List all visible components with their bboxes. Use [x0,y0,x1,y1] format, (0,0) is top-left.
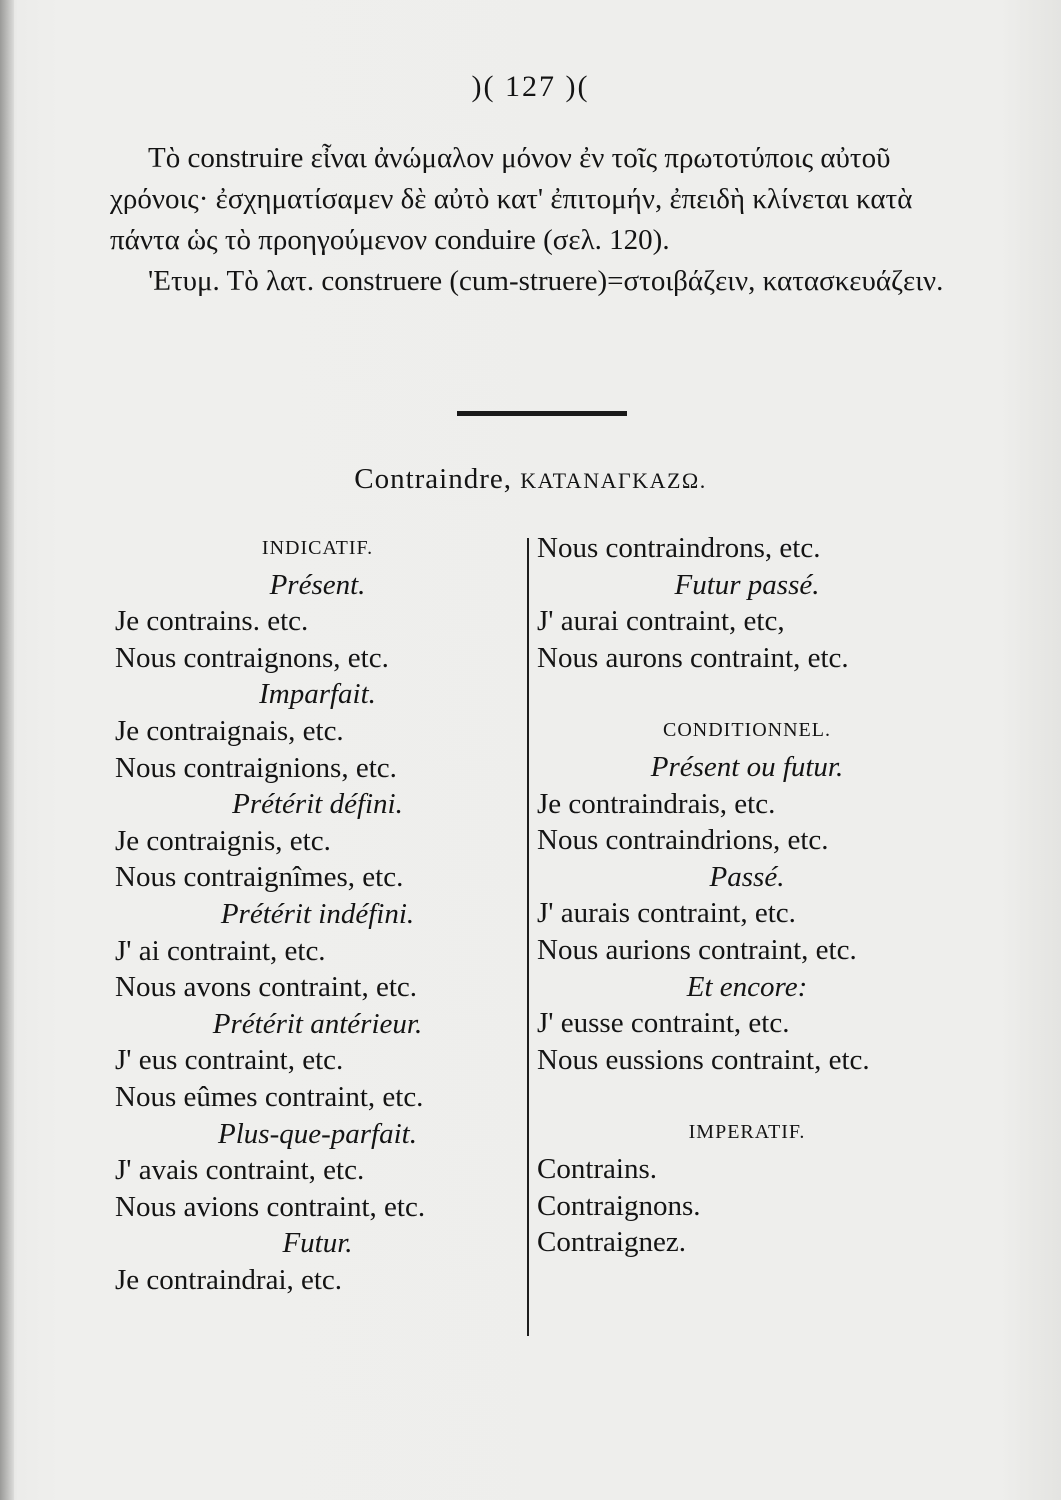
conjugation-line: Nous contraindrons, etc. [537,532,821,564]
conjugation-line: Nous contraignîmes, etc. [115,861,404,894]
intro-paragraph-1: Τὸ construire εἶναι ἀνώμαλον μόνον ἐν τοῖς πρωτοτύποις αὐτοῦ χρόνοις· ἐσχηματίσαμεν δὲ αὐτὸ κατ' ἐπιτομήν, ἐπειδὴ κλίνεται κατὰ πάντα ὡς τὸ προηγούμενον conduire (σελ. 120). [110,142,913,256]
conjugation-line: Nous aurions contraint, etc. [537,933,857,966]
tense-preterit-anterieur: Prétérit antérieur. [212,1007,423,1040]
conjugation-line: Nous contraignions, etc. [115,751,397,784]
conjugation-line: Contrains. [537,1152,658,1185]
intro-text [110,138,960,302]
conjugation-line: Nous avions contraint, etc. [115,1190,426,1223]
conjugation-line: Contraignons. [537,1189,701,1222]
conjugation-line: Nous contraignons, etc. [115,641,389,674]
conjugation-line: J' aurais contraint, etc. [537,897,796,930]
section-rule [457,411,627,416]
conjugation-line: Nous eûmes contraint, etc. [115,1080,424,1113]
conjugation-line: Je contraindrais, etc. [537,787,776,820]
right-column [537,530,957,1261]
conjugation-line: Nous contraindrions, etc. [537,824,829,857]
tense-futur: Futur. [282,1227,353,1260]
conjugation-line: Je contraignais, etc. [115,714,344,747]
conjugation-line: J' eus contraint, etc. [115,1044,344,1077]
tense-plus-que-parfait: Plus-que-parfait. [218,1117,417,1150]
tense-present-ou-futur: Présent ou futur. [650,750,844,783]
verb-heading-greek: ΚΑΤΑΝΑΓΚΑΖΩ. [520,468,707,493]
conjugation-line: J' eusse contraint, etc. [537,1007,790,1040]
page-edge-shadow [0,0,14,1500]
conjugation-line: Nous eussions contraint, etc. [537,1043,870,1076]
conjugation-line: Nous aurons contraint, etc. [537,641,849,674]
conjugation-line: Nous avons contraint, etc. [115,971,418,1004]
tense-futur-passe: Futur passé. [674,568,820,601]
conjugation-line: J' avais contraint, etc. [115,1154,365,1187]
section-indicatif: INDICATIF. [261,537,374,559]
spacer [537,1078,957,1114]
tense-et-encore: Et encore: [686,970,808,1003]
tense-preterit-defini: Prétérit défini. [232,788,403,821]
conjugation-line: Je contraindrai, etc. [115,1263,343,1296]
conjugation-line: Je contrains. etc. [115,605,309,638]
tense-passe: Passé. [709,860,785,893]
tense-preterit-indefini: Prétérit indéfini. [220,897,415,930]
intro-paragraph-2: 'Ετυμ. Τὸ λατ. construere (cum-struere)=στοιβάζειν, κατασκευάζειν. [148,265,944,297]
verb-heading [0,463,1061,496]
conjugation-line: Contraignez. [537,1226,686,1259]
section-conditionnel: CONDITIONNEL. [663,719,831,742]
verb-heading-french: Contraindre, [354,463,513,495]
page-number: )( 127 )( [471,70,590,103]
tense-imparfait: Imparfait. [259,678,376,711]
section-imperatif: IMPERATIF. [688,1121,806,1144]
conjugation-line: Je contraignis, etc. [115,824,331,857]
spacer [537,676,957,712]
left-column [115,530,520,1298]
conjugation-line: J' aurai contraint, etc, [537,605,785,638]
conjugation-line: J' ai contraint, etc. [115,934,326,967]
tense-present: Présent. [269,568,366,601]
column-divider [527,538,529,1336]
